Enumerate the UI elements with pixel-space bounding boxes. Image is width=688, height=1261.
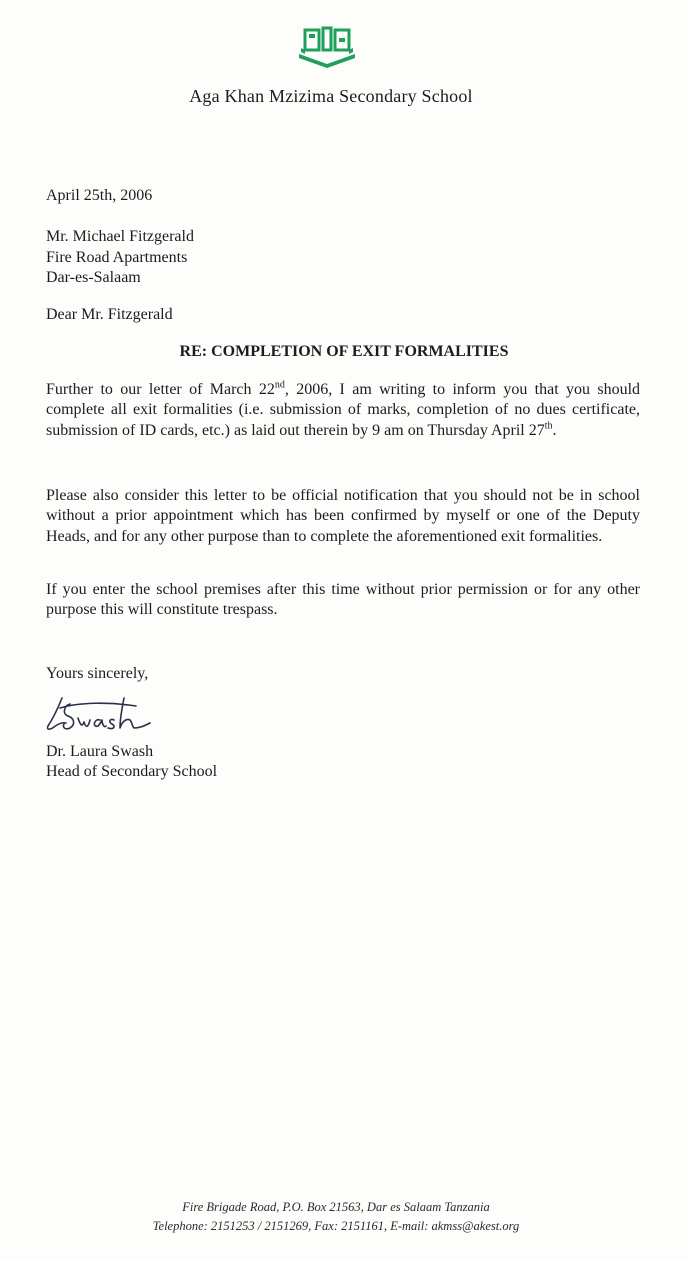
salutation: Dear Mr. Fitzgerald — [46, 306, 173, 323]
p1-superscript-b: th — [544, 420, 553, 432]
school-crest-icon — [295, 24, 359, 72]
school-name: Aga Khan Mzizima Secondary School — [189, 86, 473, 106]
handwritten-signature — [40, 690, 180, 736]
p1-text-b: , 2006, I am writing to inform you that you should complete all exit formalities (i.e. submission of marks, completion of no dues certificate, submission of ID cards, etc.) as laid out therein by 9 am on Thursday April 27 — [46, 381, 641, 439]
recipient-name: Mr. Michael Fitzgerald — [46, 228, 194, 245]
body-paragraph-2: Please also consider this letter to be official notification that you should not be in school without a prior appointment which has been confirmed by myself or one of the Deputy Heads, and for any other purpose than to complete the aforementioned exit formalities. — [46, 487, 640, 545]
recipient-address — [46, 227, 194, 289]
body-paragraph-1 — [46, 380, 640, 441]
body-paragraph-3: If you enter the school premises after this time without prior permission or for any other purpose this will constitute trespass. — [46, 581, 640, 619]
footer-address: Fire Brigade Road, P.O. Box 21563, Dar es Salaam Tanzania — [182, 1200, 490, 1214]
subject-line: RE: COMPLETION OF EXIT FORMALITIES — [179, 343, 509, 360]
signer-name: Dr. Laura Swash — [46, 743, 154, 760]
p1-superscript-a: nd — [274, 379, 285, 391]
letter-date: April 25th, 2006 — [46, 187, 153, 204]
recipient-city: Dar-es-Salaam — [46, 269, 141, 286]
signer-title: Head of Secondary School — [46, 763, 218, 780]
closing: Yours sincerely, — [46, 665, 149, 682]
footer-contact: Telephone: 2151253 / 2151269, Fax: 2151161, E-mail: akmss@akest.org — [152, 1219, 520, 1233]
p1-text-c: . — [552, 421, 557, 439]
recipient-street: Fire Road Apartments — [46, 248, 188, 266]
p1-text-a: Further to our letter of March 22 — [46, 381, 275, 398]
